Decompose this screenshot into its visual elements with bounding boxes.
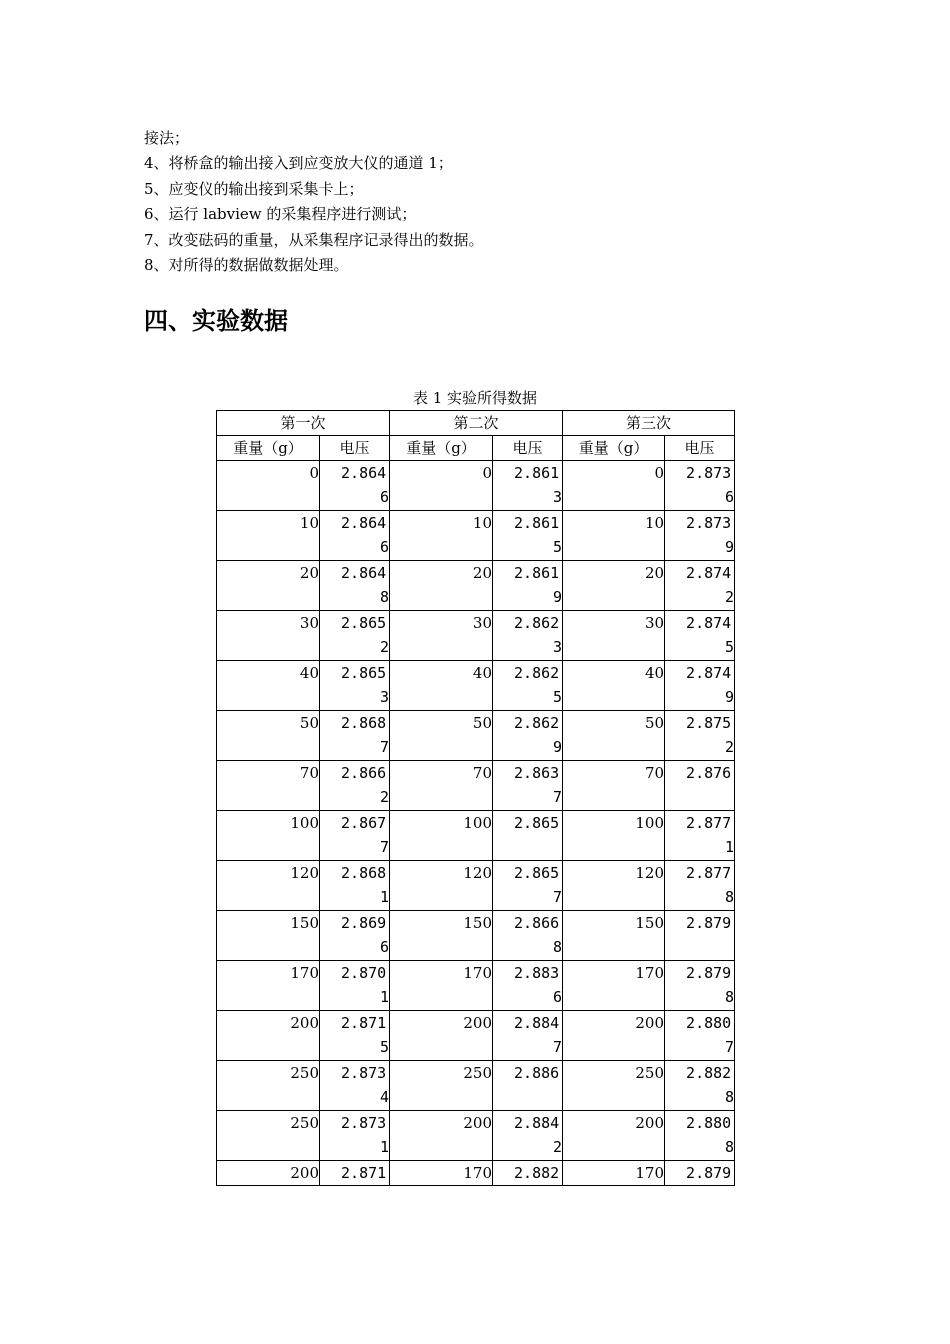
- voltage-digits: 2.868: [341, 714, 387, 732]
- column-header: 重量（g）: [217, 436, 320, 461]
- weight-cell: 70: [390, 761, 493, 811]
- weight-cell: 100: [217, 811, 320, 861]
- voltage-value: [341, 711, 389, 759]
- voltage-value: [341, 761, 389, 809]
- voltage-value: [341, 611, 389, 659]
- weight-cell: 150: [563, 911, 665, 961]
- voltage-digits-wrapped: 2: [725, 588, 735, 606]
- voltage-digits: 2.879: [686, 964, 732, 982]
- weight-cell: 40: [563, 661, 665, 711]
- voltage-cell: [665, 1111, 735, 1161]
- voltage-cell: [493, 661, 563, 711]
- voltage-cell: [320, 1111, 390, 1161]
- voltage-cell: [665, 511, 735, 561]
- weight-cell: 10: [390, 511, 493, 561]
- weight-cell: 250: [390, 1061, 493, 1111]
- voltage-cell: [665, 1061, 735, 1111]
- voltage-cell: [665, 611, 735, 661]
- voltage-digits-wrapped: 1: [379, 988, 390, 1006]
- voltage-cell: [665, 761, 735, 811]
- weight-cell: 250: [217, 1061, 320, 1111]
- table-row: [217, 711, 735, 761]
- weight-cell: 170: [390, 1161, 493, 1186]
- voltage-digits-wrapped: 8: [725, 888, 735, 906]
- weight-cell: 170: [390, 961, 493, 1011]
- weight-cell: 30: [390, 611, 493, 661]
- voltage-digits: 2.865: [341, 614, 387, 632]
- voltage-digits: 2.864: [341, 564, 387, 582]
- voltage-digits: 2.876: [686, 764, 732, 782]
- voltage-cell: [320, 511, 390, 561]
- voltage-value: [341, 861, 389, 909]
- voltage-cell: [493, 761, 563, 811]
- table-row: [217, 1061, 735, 1111]
- voltage-cell: [320, 661, 390, 711]
- voltage-value: [514, 761, 562, 809]
- voltage-digits-wrapped: 7: [725, 1038, 735, 1056]
- voltage-value: [514, 661, 562, 709]
- voltage-digits: 2.868: [341, 864, 387, 882]
- voltage-value: [686, 911, 734, 935]
- weight-cell: 10: [563, 511, 665, 561]
- column-header-row: [217, 436, 735, 461]
- voltage-digits-wrapped: 6: [725, 488, 735, 506]
- voltage-digits: 2.861: [514, 564, 560, 582]
- voltage-value: [341, 661, 389, 709]
- voltage-digits-wrapped: 9: [725, 538, 735, 556]
- weight-cell: 20: [563, 561, 665, 611]
- voltage-digits: 2.861: [514, 514, 560, 532]
- voltage-cell: [493, 961, 563, 1011]
- voltage-value: [341, 1161, 389, 1185]
- voltage-cell: [493, 461, 563, 511]
- weight-cell: 0: [390, 461, 493, 511]
- voltage-digits: 2.882: [514, 1164, 560, 1182]
- weight-cell: 200: [563, 1011, 665, 1061]
- voltage-digits: 2.866: [514, 914, 560, 932]
- voltage-digits-wrapped: 2: [553, 1138, 563, 1156]
- voltage-value: [341, 1011, 389, 1059]
- step-line: 7、改变砝码的重量，从采集程序记录得出的数据。: [144, 230, 484, 249]
- voltage-cell: [320, 1061, 390, 1111]
- weight-cell: 30: [217, 611, 320, 661]
- weight-cell: 170: [217, 961, 320, 1011]
- voltage-cell: [320, 461, 390, 511]
- voltage-digits-wrapped: 3: [553, 488, 563, 506]
- weight-cell: 200: [390, 1111, 493, 1161]
- voltage-digits: 2.873: [686, 514, 732, 532]
- weight-cell: 170: [563, 961, 665, 1011]
- voltage-value: [514, 861, 562, 909]
- voltage-digits-wrapped: 2: [725, 738, 735, 756]
- voltage-digits: 2.862: [514, 714, 560, 732]
- voltage-value: [341, 1061, 389, 1109]
- voltage-cell: [493, 611, 563, 661]
- voltage-cell: [493, 1161, 563, 1186]
- voltage-digits: 2.865: [341, 664, 387, 682]
- step-line: 6、运行 labview 的采集程序进行测试；: [144, 205, 417, 224]
- voltage-value: [686, 811, 734, 859]
- table-row: [217, 511, 735, 561]
- voltage-cell: [320, 761, 390, 811]
- voltage-value: [514, 811, 562, 835]
- voltage-digits-wrapped: 4: [379, 1088, 390, 1106]
- voltage-value: [686, 861, 734, 909]
- voltage-value: [341, 511, 389, 559]
- voltage-value: [686, 561, 734, 609]
- voltage-value: [514, 561, 562, 609]
- weight-cell: 10: [217, 511, 320, 561]
- voltage-value: [686, 761, 734, 785]
- voltage-digits: 2.884: [514, 1014, 560, 1032]
- weight-cell: 50: [217, 711, 320, 761]
- voltage-cell: [493, 861, 563, 911]
- voltage-digits: 2.871: [341, 1014, 387, 1032]
- voltage-value: [686, 1061, 734, 1109]
- voltage-cell: [665, 961, 735, 1011]
- voltage-digits-wrapped: 7: [379, 738, 390, 756]
- voltage-cell: [320, 561, 390, 611]
- column-header: 重量（g）: [563, 436, 665, 461]
- voltage-cell: [320, 1011, 390, 1061]
- voltage-digits-wrapped: 5: [379, 1038, 390, 1056]
- weight-cell: 200: [217, 1011, 320, 1061]
- voltage-digits-wrapped: 2: [379, 788, 390, 806]
- voltage-digits: 2.864: [341, 464, 387, 482]
- voltage-value: [341, 911, 389, 959]
- voltage-digits: 2.875: [686, 714, 732, 732]
- table-row: [217, 761, 735, 811]
- voltage-value: [514, 1011, 562, 1059]
- weight-cell: 20: [390, 561, 493, 611]
- voltage-value: [686, 511, 734, 559]
- voltage-digits: 2.883: [514, 964, 560, 982]
- voltage-digits: 2.882: [686, 1064, 732, 1082]
- voltage-cell: [665, 1011, 735, 1061]
- voltage-cell: [493, 1111, 563, 1161]
- voltage-digits-wrapped: 6: [379, 488, 390, 506]
- voltage-digits-wrapped: 9: [553, 738, 563, 756]
- table-row: [217, 561, 735, 611]
- voltage-digits: 2.877: [686, 814, 732, 832]
- experiment-data-table: [216, 410, 735, 1186]
- voltage-cell: [493, 511, 563, 561]
- group-header: 第二次: [390, 411, 563, 436]
- voltage-digits-wrapped: 1: [725, 838, 735, 856]
- voltage-digits-wrapped: 1: [379, 1138, 390, 1156]
- weight-cell: 150: [390, 911, 493, 961]
- voltage-digits: 2.879: [686, 914, 732, 932]
- voltage-value: [686, 961, 734, 1009]
- voltage-digits-wrapped: 7: [553, 788, 563, 806]
- voltage-cell: [320, 961, 390, 1011]
- voltage-digits: 2.880: [686, 1114, 732, 1132]
- voltage-digits-wrapped: 7: [553, 1038, 563, 1056]
- voltage-value: [514, 1111, 562, 1159]
- weight-cell: 70: [217, 761, 320, 811]
- weight-cell: 40: [390, 661, 493, 711]
- step-line: 4、将桥盒的输出接入到应变放大仪的通道 1；: [144, 154, 453, 173]
- voltage-digits: 2.867: [341, 814, 387, 832]
- weight-cell: 200: [217, 1161, 320, 1186]
- weight-cell: 170: [563, 1161, 665, 1186]
- voltage-cell: [665, 661, 735, 711]
- voltage-digits-wrapped: 7: [553, 888, 563, 906]
- voltage-digits: 2.870: [341, 964, 387, 982]
- column-header: 电压: [493, 436, 563, 461]
- weight-cell: 250: [563, 1061, 665, 1111]
- voltage-digits-wrapped: 8: [379, 588, 390, 606]
- table-row: [217, 1161, 735, 1186]
- voltage-digits-wrapped: 8: [725, 1088, 735, 1106]
- table-row: [217, 1011, 735, 1061]
- voltage-digits-wrapped: 6: [379, 538, 390, 556]
- column-header: 电压: [320, 436, 390, 461]
- table-row: [217, 911, 735, 961]
- weight-cell: 120: [563, 861, 665, 911]
- voltage-digits-wrapped: 6: [553, 988, 563, 1006]
- voltage-digits: 2.874: [686, 564, 732, 582]
- table-caption: 表 1 实验所得数据: [412, 389, 538, 407]
- voltage-digits-wrapped: 2: [379, 638, 390, 656]
- voltage-cell: [320, 811, 390, 861]
- voltage-digits: 2.862: [514, 614, 560, 632]
- voltage-digits: 2.866: [341, 764, 387, 782]
- voltage-value: [686, 1111, 734, 1159]
- voltage-digits: 2.864: [341, 514, 387, 532]
- voltage-cell: [493, 811, 563, 861]
- voltage-digits: 2.877: [686, 864, 732, 882]
- voltage-cell: [320, 861, 390, 911]
- voltage-cell: [320, 611, 390, 661]
- voltage-value: [514, 511, 562, 559]
- voltage-value: [686, 461, 734, 509]
- voltage-value: [514, 711, 562, 759]
- voltage-value: [686, 711, 734, 759]
- voltage-cell: [493, 1061, 563, 1111]
- voltage-cell: [665, 561, 735, 611]
- weight-cell: 250: [217, 1111, 320, 1161]
- voltage-value: [686, 1011, 734, 1059]
- voltage-value: [341, 961, 389, 1009]
- voltage-digits: 2.862: [514, 664, 560, 682]
- voltage-value: [686, 1161, 734, 1185]
- voltage-value: [514, 911, 562, 959]
- table-row: [217, 1111, 735, 1161]
- voltage-digits-wrapped: 9: [725, 688, 735, 706]
- weight-cell: 0: [217, 461, 320, 511]
- weight-cell: 200: [390, 1011, 493, 1061]
- voltage-digits-wrapped: 6: [379, 938, 390, 956]
- voltage-cell: [493, 1011, 563, 1061]
- weight-cell: 120: [390, 861, 493, 911]
- voltage-digits: 2.873: [341, 1064, 387, 1082]
- voltage-digits: 2.861: [514, 464, 560, 482]
- voltage-cell: [320, 911, 390, 961]
- table-row: [217, 611, 735, 661]
- voltage-cell: [493, 561, 563, 611]
- voltage-digits: 2.884: [514, 1114, 560, 1132]
- voltage-cell: [493, 711, 563, 761]
- table-row: [217, 961, 735, 1011]
- weight-cell: 40: [217, 661, 320, 711]
- voltage-value: [514, 1161, 562, 1185]
- voltage-digits: 2.886: [514, 1064, 560, 1082]
- section-title: 四、实验数据: [144, 307, 288, 335]
- weight-cell: 70: [563, 761, 665, 811]
- voltage-digits: 2.873: [686, 464, 732, 482]
- voltage-digits-wrapped: 8: [725, 1138, 735, 1156]
- voltage-digits-wrapped: 8: [553, 938, 563, 956]
- voltage-value: [514, 961, 562, 1009]
- voltage-digits: 2.863: [514, 764, 560, 782]
- step-line: 8、对所得的数据做数据处理。: [144, 256, 349, 275]
- voltage-value: [686, 611, 734, 659]
- weight-cell: 50: [390, 711, 493, 761]
- voltage-digits-wrapped: 8: [725, 988, 735, 1006]
- weight-cell: 120: [217, 861, 320, 911]
- voltage-value: [514, 461, 562, 509]
- voltage-value: [686, 661, 734, 709]
- voltage-value: [341, 1111, 389, 1159]
- voltage-cell: [665, 461, 735, 511]
- weight-cell: 20: [217, 561, 320, 611]
- voltage-cell: [665, 861, 735, 911]
- voltage-cell: [665, 811, 735, 861]
- column-header: 电压: [665, 436, 735, 461]
- voltage-digits: 2.865: [514, 864, 560, 882]
- voltage-digits-wrapped: 7: [379, 838, 390, 856]
- voltage-digits: 2.869: [341, 914, 387, 932]
- voltage-digits: 2.874: [686, 614, 732, 632]
- procedure-steps: [144, 126, 484, 278]
- voltage-value: [341, 561, 389, 609]
- voltage-digits-wrapped: 5: [553, 538, 563, 556]
- table-row: [217, 811, 735, 861]
- voltage-digits-wrapped: 3: [379, 688, 390, 706]
- voltage-digits: 2.879: [686, 1164, 732, 1182]
- voltage-digits: 2.873: [341, 1114, 387, 1132]
- group-header: 第一次: [217, 411, 390, 436]
- weight-cell: 0: [563, 461, 665, 511]
- voltage-digits-wrapped: 9: [553, 588, 563, 606]
- voltage-digits-wrapped: 3: [553, 638, 563, 656]
- voltage-value: [341, 461, 389, 509]
- voltage-digits: 2.874: [686, 664, 732, 682]
- weight-cell: 50: [563, 711, 665, 761]
- voltage-cell: [665, 911, 735, 961]
- voltage-cell: [665, 711, 735, 761]
- group-header-row: [217, 411, 735, 436]
- step-line: 接法；: [144, 129, 190, 147]
- column-header: 重量（g）: [390, 436, 493, 461]
- voltage-digits: 2.871: [341, 1164, 387, 1182]
- voltage-digits: 2.880: [686, 1014, 732, 1032]
- group-header: 第三次: [563, 411, 735, 436]
- step-line: 5、应变仪的输出接到采集卡上；: [144, 179, 364, 198]
- weight-cell: 100: [563, 811, 665, 861]
- weight-cell: 30: [563, 611, 665, 661]
- voltage-cell: [320, 711, 390, 761]
- voltage-cell: [665, 1161, 735, 1186]
- voltage-cell: [320, 1161, 390, 1186]
- voltage-value: [514, 611, 562, 659]
- weight-cell: 100: [390, 811, 493, 861]
- table-row: [217, 861, 735, 911]
- voltage-digits: 2.865: [514, 814, 560, 832]
- voltage-cell: [493, 911, 563, 961]
- weight-cell: 200: [563, 1111, 665, 1161]
- voltage-digits-wrapped: 5: [553, 688, 563, 706]
- voltage-value: [514, 1061, 562, 1085]
- voltage-value: [341, 811, 389, 859]
- table-row: [217, 461, 735, 511]
- weight-cell: 150: [217, 911, 320, 961]
- table-row: [217, 661, 735, 711]
- voltage-digits-wrapped: 5: [725, 638, 735, 656]
- voltage-digits-wrapped: 1: [379, 888, 390, 906]
